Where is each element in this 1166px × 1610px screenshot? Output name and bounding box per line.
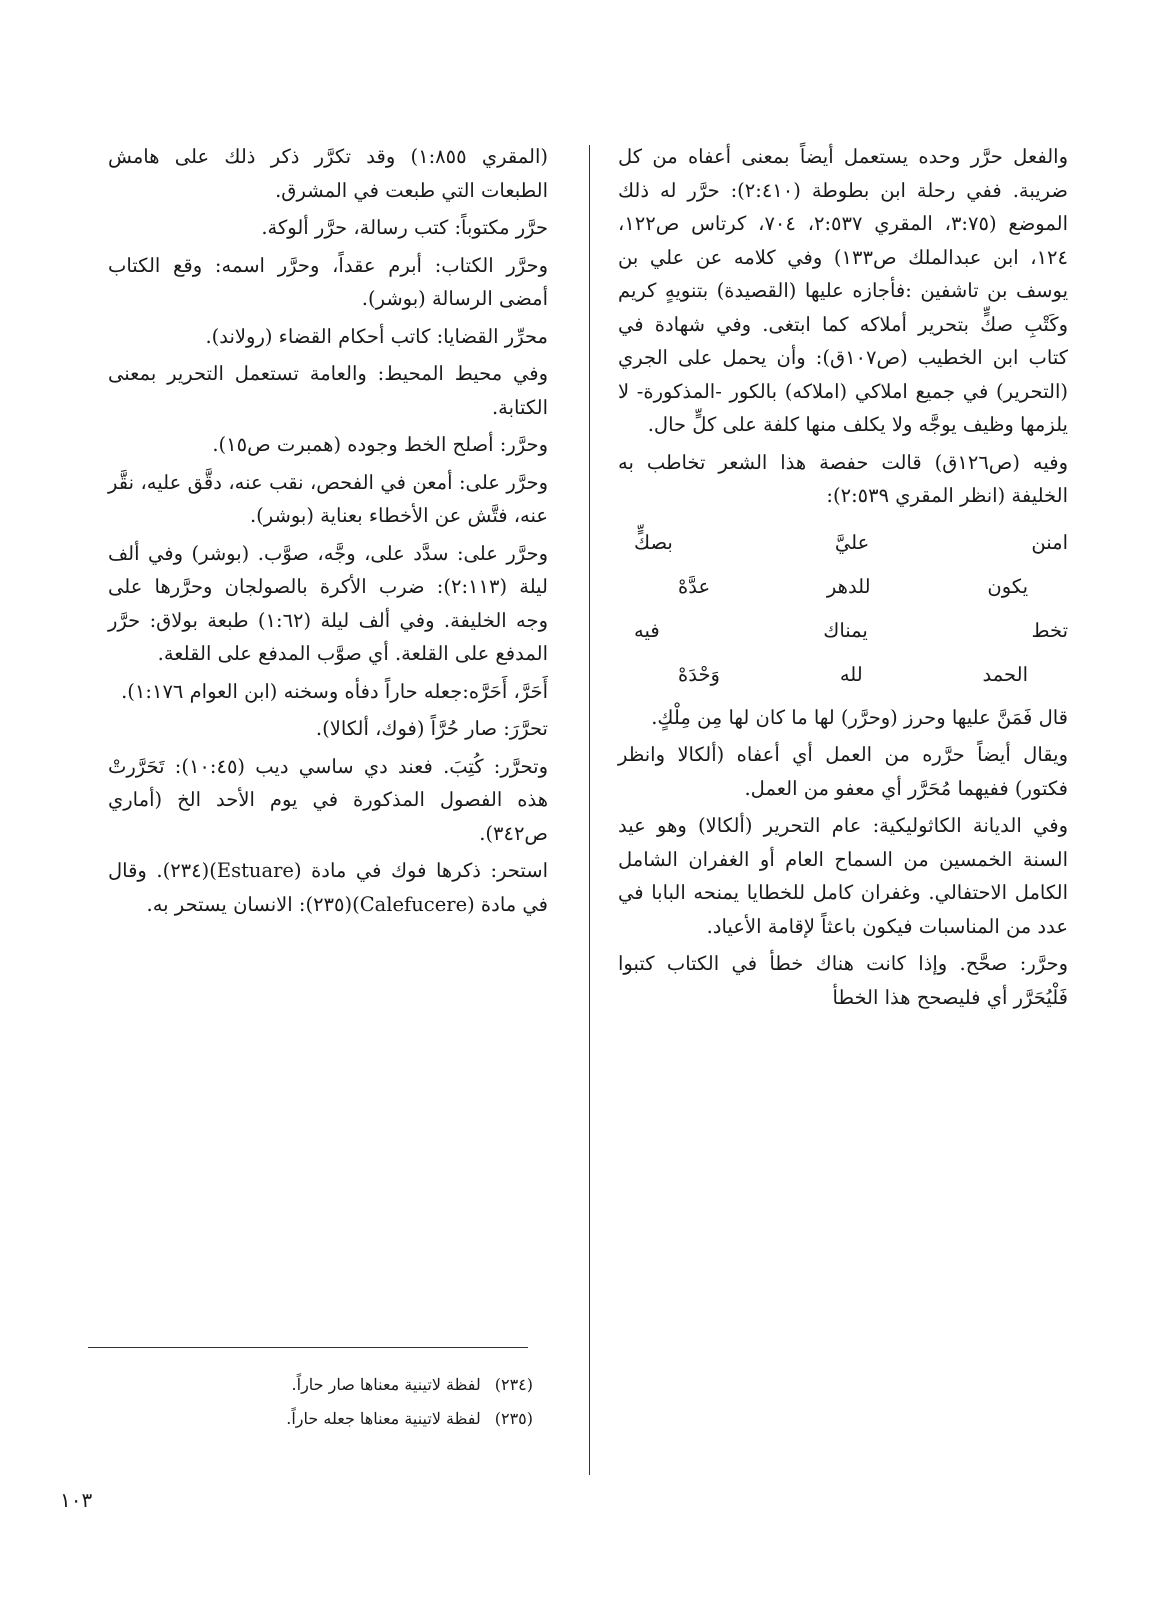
paragraph: محرِّر القضايا: كاتب أحكام القضاء (رولاند). — [205, 324, 548, 348]
poem — [618, 521, 1068, 697]
poem-word: تخط — [1031, 618, 1068, 642]
footnote-number: (٢٣٥) — [494, 1409, 533, 1428]
poem-word: عليَّ — [834, 530, 870, 554]
page-number: ١٠٣ — [60, 1488, 93, 1512]
footnote-rule — [88, 1347, 528, 1348]
poem-word: عدَّهْ — [678, 574, 711, 598]
paragraph: وفي الديانة الكاثوليكية: عام التحرير (ألكالا) وهو عيد السنة الخمسين من السماح العام أو الغفران الشامل الكامل الاحتفالي. وغفران كامل للخطايا يمنحه البابا في عدد من المناسبات فيكون باعثاً لإقامة الأعياد. — [618, 814, 1068, 938]
paragraph: وحرَّر الكتاب: أبرم عقداً، وحرَّر اسمه: وقع الكتاب أمضى الرسالة (بوشر). — [108, 253, 548, 310]
left-column — [108, 140, 548, 925]
paragraph: (المقري ١:٨٥٥) وقد تكرَّر ذكر ذلك على هامش الطبعات التي طبعت في المشرق. — [108, 145, 548, 202]
footnote-number: (٢٣٤) — [494, 1375, 533, 1394]
paragraph: وحرَّر: صحَّح. وإذا كانت هناك خطأ في الكتاب كتبوا فَلْيُحَرَّر أي فليصحح هذا الخطأ — [618, 952, 1068, 1009]
poem-word: لله — [839, 662, 863, 686]
paragraph: حرَّر مكتوباً: كتب رسالة، حرَّر ألوكة. — [261, 216, 548, 239]
footnote — [108, 1368, 533, 1402]
poem-line — [618, 521, 1068, 565]
footnote — [108, 1402, 533, 1436]
paragraph: أَحَرَّ، أَحَرَّه:جعله حاراً دفأه وسخنه (ابن العوام ١:١٧٦). — [121, 679, 548, 703]
column-divider — [589, 145, 590, 1475]
paragraph: وحرَّر على: أمعن في الفحص، نقب عنه، دقَّق عليه، نقَّر عنه، فتَّش عن الأخطاء بعناية (بوشر). — [108, 470, 548, 527]
paragraph: وفيه (ص١٢٦ق) قالت حفصة هذا الشعر تخاطب به الخليفة (انظر المقري ٢:٥٣٩): — [618, 450, 1068, 507]
paragraph: تحرَّرَ: صار حُرَّاً (فوك، ألكالا). — [315, 717, 548, 740]
footnotes — [108, 1368, 533, 1436]
poem-word: الحمد — [982, 662, 1028, 686]
poem-line — [618, 653, 1068, 697]
paragraph: ويقال أيضاً حرَّره من العمل أي أعفاه (ألكالا وانظر فكتور) ففيهما مُحَرَّر أي معفو من العمل. — [618, 743, 1068, 800]
poem-word: يكون — [987, 574, 1028, 598]
poem-word: امنن — [1031, 530, 1068, 554]
right-column — [618, 140, 1068, 1018]
paragraph: وتحرَّر: كُتِبَ. فعند دي ساسي ديب (١٠:٤٥): تَحَرَّرتْ هذه الفصول المذكورة في يوم الأحد الخ (أماري ص٣٤٢). — [108, 754, 548, 845]
poem-word: بصكٍّ — [634, 530, 673, 554]
poem-word: يمناك — [823, 618, 868, 642]
poem-line — [618, 609, 1068, 653]
paragraph: استحر: ذكرها فوك في مادة (Estuare)(٢٣٤). وقال في مادة (Calefucere)(٢٣٥): الانسان يستحر به. — [108, 859, 549, 916]
paragraph: قال فَمَنَّ عليها وحرز (وحرَّر) لها ما كان لها مِن مِلْكٍ. — [651, 705, 1068, 729]
poem-word: للدهر — [826, 574, 871, 598]
footnote-text: لفظة لاتينية معناها جعله حاراً. — [286, 1409, 481, 1428]
poem-line — [618, 565, 1068, 609]
paragraph: والفعل حرَّر وحده يستعمل أيضاً بمعنى أعفاه من كل ضريبة. ففي رحلة ابن بطوطة (٢:٤١٠): حرَّر له ذلك الموضع (٣:٧٥، المقري ٢:٥٣٧، ٧٠٤، كرتاس ص١٢٢، ١٢٤، ابن عبدالملك ص١٣٣) وفي كلامه عن علي بن يوسف بن تاشفين :فأجازه عليها (القصيدة) بتنويهٍ كريم وكَتْبِ صكٍّ بتحرير أملاكه كما ابتغى. وفي شهادة في كتاب ابن الخطيب (ص١٠٧ق): وأن يحمل على الجري (التحرير) في جميع املاكي (املاكه) بالكور -المذكورة- لا يلزمها وظيف يوجَّه ولا يكلف منها كلفة على كلٍّ حال. — [618, 145, 1069, 436]
poem-word: فيه — [634, 618, 660, 642]
poem-word: وَحْدَهْ — [678, 662, 720, 686]
footnote-text: لفظة لاتينية معناها صار حاراً. — [291, 1375, 481, 1394]
paragraph: وحرَّر: أصلح الخط وجوده (همبرت ص١٥). — [212, 433, 548, 456]
paragraph: وفي محيط المحيط: والعامة تستعمل التحرير بمعنى الكتابة. — [108, 362, 548, 419]
paragraph: وحرَّر على: سدَّد على، وجَّه، صوَّب. (بوشر) وفي ألف ليلة (٢:١١٣): ضرب الأكرة بالصولجان وحرَّرها على وجه الخليفة. وفي ألف ليلة (١:٦٢) طبعة بولاق: حرَّر المدفع على القلعة. أي صوَّب المدفع على القلعة. — [108, 541, 548, 665]
